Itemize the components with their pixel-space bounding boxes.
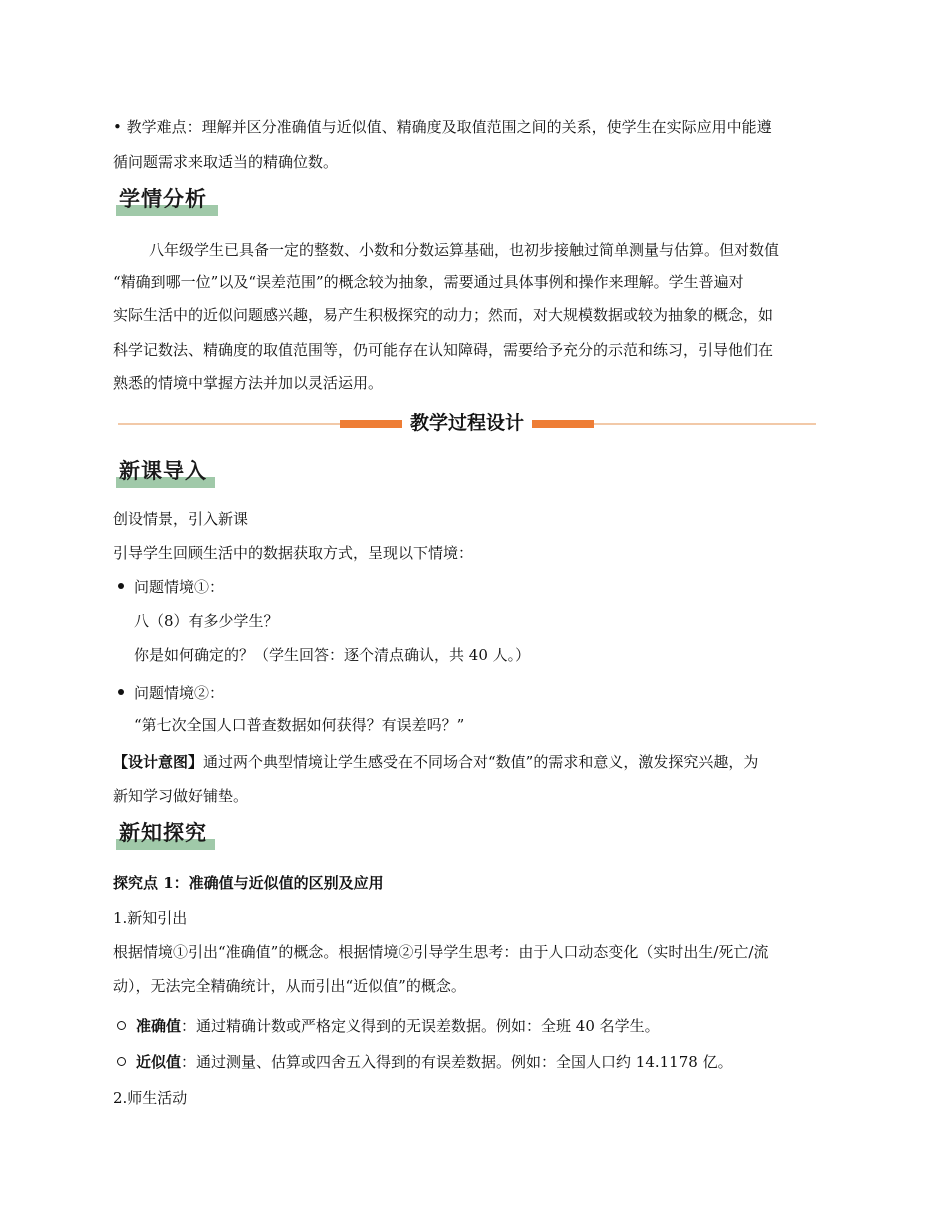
circle-bullet-icon — [117, 1057, 126, 1066]
design-intent-line-2: 新知学习做好铺垫。 — [113, 787, 249, 805]
section-heading-new-knowledge: 新知探究 — [113, 818, 223, 852]
section-heading-new-lesson-intro: 新课导入 — [113, 456, 223, 490]
subsection-teacher-student-activity: 2.师生活动 — [113, 1089, 188, 1107]
explore-point-title: 探究点 1：准确值与近似值的区别及应用 — [113, 874, 384, 892]
definition-exact-value: 准确值：通过精确计数或严格定义得到的无误差数据。例如：全班 40 名学生。 — [117, 1016, 847, 1036]
student-analysis-line-1: 八年级学生已具备一定的整数、小数和分数运算基础，也初步接触过简单测量与估算。但对数值 — [149, 241, 780, 259]
banner-title: 教学过程设计 — [402, 408, 532, 438]
intro-line-1: 创设情景，引入新课 — [113, 510, 249, 528]
section-heading-student-analysis: 学情分析 — [113, 184, 223, 218]
bullet-dot-icon — [118, 689, 124, 695]
explore-para-line-1: 根据情境①引出“准确值”的概念。根据情境②引导学生思考：由于人口动态变化（实时出生/死亡/流 — [113, 943, 769, 961]
teaching-difficulty-line-1: • 教学难点：理解并区分准确值与近似值、精确度及取值范围之间的关系，使学生在实际应用中能遵 — [113, 118, 772, 136]
scenario-1-answer: 你是如何确定的？（学生回答：逐个清点确认，共 40 人。） — [134, 646, 531, 664]
definition-approximate-value: 近似值：通过测量、估算或四舍五入得到的有误差数据。例如：全国人口约 14.1178 亿。 — [117, 1052, 847, 1072]
student-analysis-line-2: “精确到哪一位”以及“误差范围”的概念较为抽象，需要通过具体事例和操作来理解。学生普遍对 — [113, 273, 744, 291]
design-intent-line-1: 【设计意图】通过两个典型情境让学生感受在不同场合对“数值”的需求和意义，激发探究兴趣，为 — [113, 753, 759, 771]
intro-line-2: 引导学生回顾生活中的数据获取方式，呈现以下情境： — [113, 544, 474, 562]
circle-bullet-icon — [117, 1021, 126, 1030]
subsection-new-knowledge-intro: 1.新知引出 — [113, 909, 188, 927]
design-intent-tag: 【设计意图】 — [113, 753, 204, 771]
scenario-1-question: 八（8）有多少学生？ — [134, 612, 279, 630]
teaching-difficulty-line-2: 循问题需求来取适当的精确位数。 — [113, 153, 339, 171]
student-analysis-line-5: 熟悉的情境中掌握方法并加以灵活运用。 — [113, 374, 384, 392]
student-analysis-line-4: 科学记数法、精确度的取值范围等，仍可能存在认知障碍，需要给予充分的示范和练习，引导他们在 — [113, 341, 774, 359]
bullet-scenario-2: 问题情境②： — [118, 683, 848, 703]
scenario-2-question: “第七次全国人口普查数据如何获得？有误差吗？” — [134, 716, 465, 734]
explore-para-line-2: 动），无法完全精确统计，从而引出“近似值”的概念。 — [113, 977, 466, 995]
teaching-process-banner — [118, 408, 816, 438]
bullet-dot-icon — [118, 583, 124, 589]
bullet-scenario-1: 问题情境①： — [118, 577, 848, 597]
student-analysis-line-3: 实际生活中的近似问题感兴趣，易产生积极探究的动力；然而，对大规模数据或较为抽象的概念，如 — [113, 306, 774, 324]
